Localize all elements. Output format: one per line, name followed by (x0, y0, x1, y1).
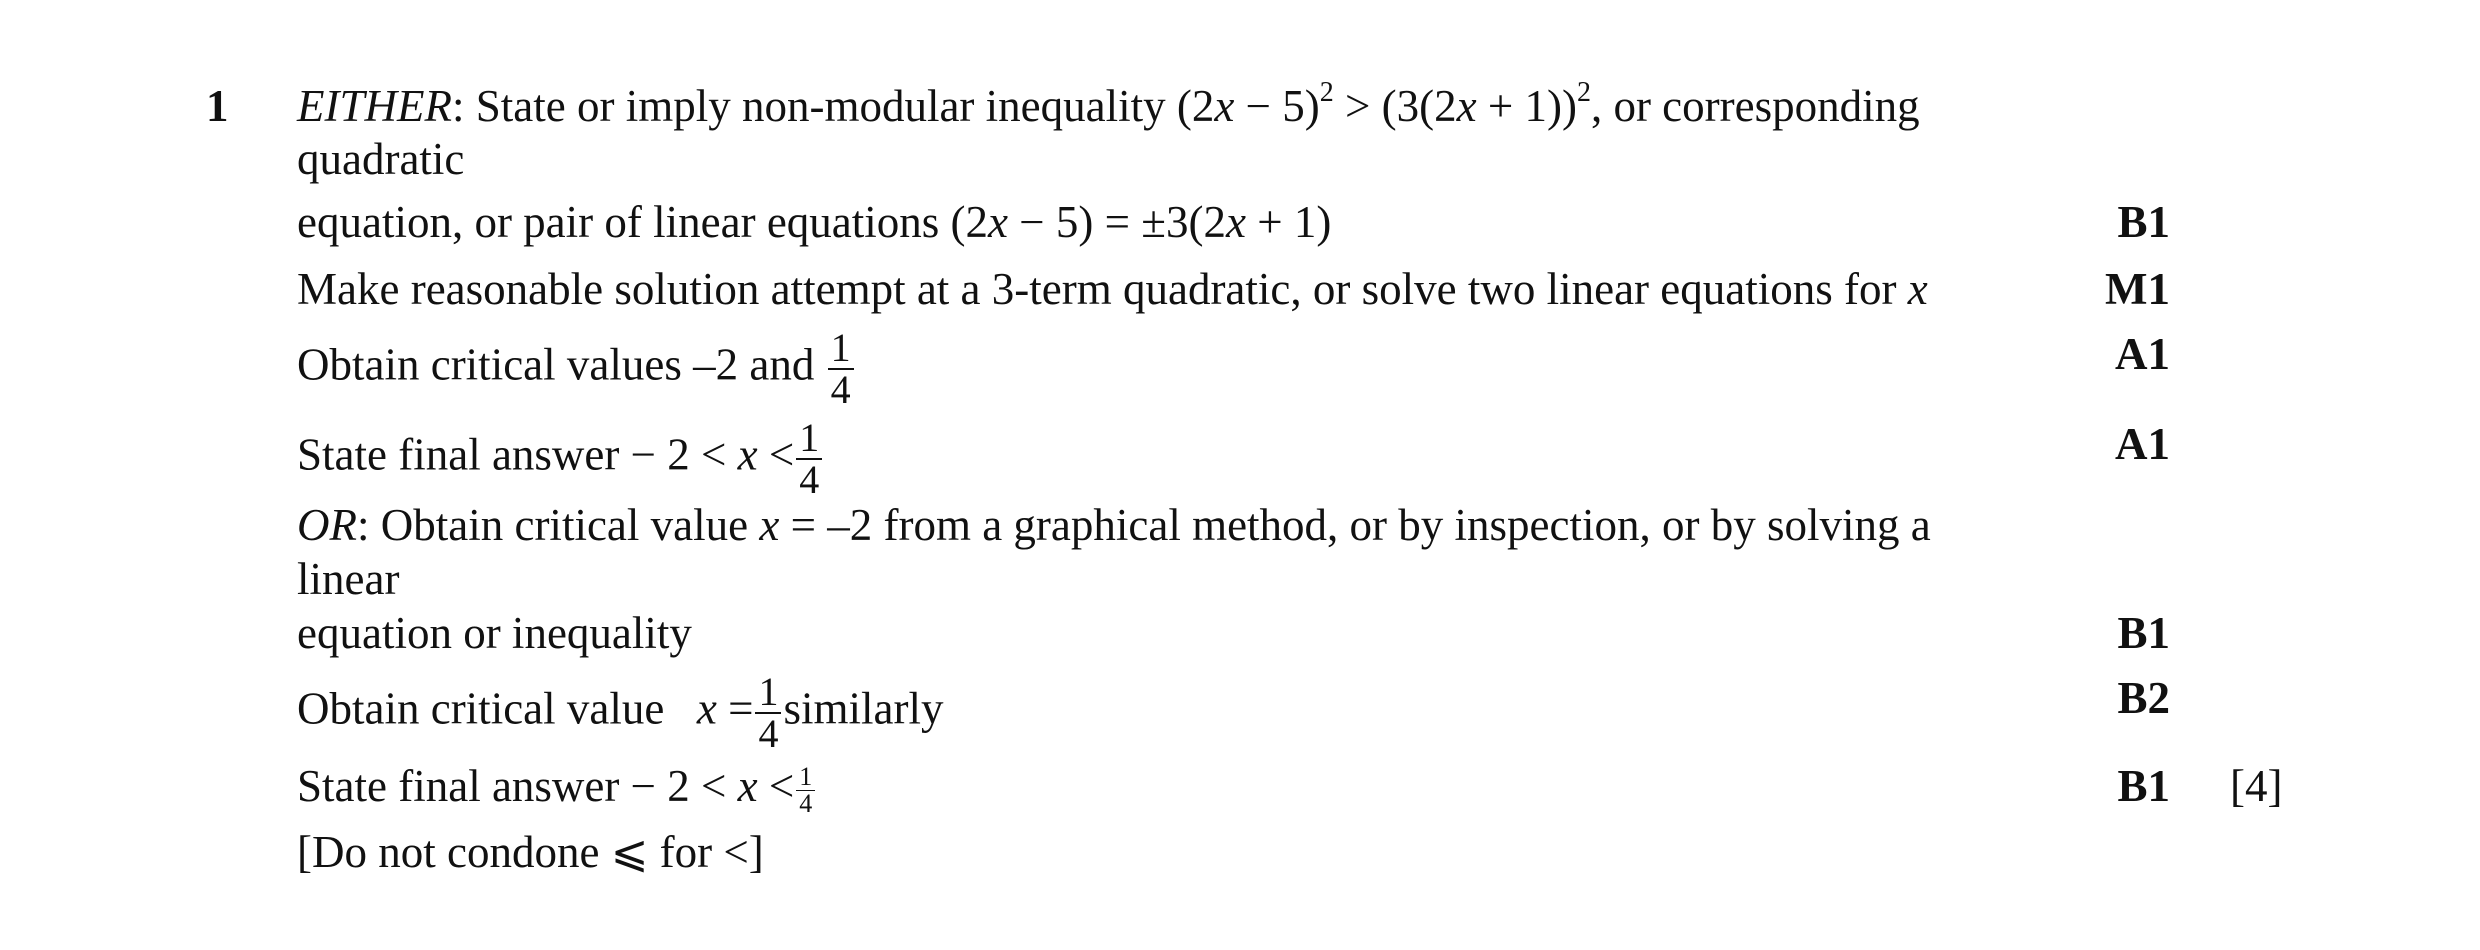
fraction-denominator: 4 (830, 367, 851, 412)
mark-either-b1: B1 (2117, 197, 2170, 247)
or-line-5 (297, 760, 817, 817)
note-close: ] (748, 827, 764, 877)
question-number: 1 (206, 81, 229, 131)
or-line5-text: State final answer (297, 761, 620, 811)
either-label: EITHER (297, 81, 452, 131)
or-label: OR (297, 500, 357, 550)
or-final-answer: − 2 < x < (630, 761, 795, 811)
either-critical-value-2-fraction (828, 325, 854, 412)
condone-note (297, 826, 764, 878)
fraction-numerator: 1 (796, 418, 822, 460)
mark-or-b1-second: B1 (2117, 761, 2170, 811)
either-line6-text: State final answer (297, 429, 620, 480)
fraction-denominator: 4 (799, 457, 820, 502)
mark-or-b2: B2 (2117, 673, 2170, 723)
either-inequality: $(2x - 5)^2 > (3(2x + 1))^2$ (1176, 77, 1591, 131)
or-line-2: linear (297, 554, 400, 604)
or-line1-text: : Obtain critical value (357, 500, 749, 550)
total-marks: [4] (2230, 761, 2283, 811)
mark-either-a1-second: A1 (2115, 419, 2170, 469)
or-line-3: equation or inequality (297, 608, 692, 658)
either-line4-text: Make reasonable solution attempt at a 3-term quadratic, or solve two linear equations for (297, 264, 1897, 314)
mark-or-b1-first: B1 (2117, 608, 2170, 658)
or-line4-text: Obtain critical value (297, 683, 665, 734)
note-symbol-lt: < (723, 827, 749, 877)
either-final-answer: − 2 < x < (630, 429, 795, 480)
either-line-6 (297, 415, 824, 502)
note-symbol-leq: ⩽ (610, 827, 649, 877)
or-line4-tail: similarly (783, 683, 944, 734)
either-line1-tail: , or corresponding (1590, 81, 1920, 131)
or-x-equals: x = (696, 683, 754, 734)
mark-either-m1: M1 (2105, 264, 2170, 314)
or-line1-tail: from a graphical method, or by inspection, or by solving a (883, 500, 1931, 550)
either-line4-var: x (1907, 264, 1928, 314)
either-final-answer-fraction (796, 415, 822, 502)
mark-either-a1-first: A1 (2115, 329, 2170, 379)
either-line3-text: equation, or pair of linear equations (297, 197, 940, 247)
fraction-numerator: 1 (796, 764, 815, 791)
fraction-numerator: 1 (828, 328, 854, 370)
either-line5-text: Obtain critical values (297, 339, 682, 390)
either-line-4 (297, 263, 1928, 315)
or-final-answer-fraction (796, 764, 815, 817)
or-critical-value-2-fraction (755, 669, 781, 756)
note-for: for (659, 827, 713, 877)
either-line-2: quadratic (297, 134, 465, 184)
either-critical-value-1: –2 (693, 339, 739, 390)
either-line5-and: and (749, 339, 815, 390)
fraction-denominator: 4 (758, 711, 779, 756)
either-line1-text: : State or imply non-modular inequality (451, 81, 1166, 131)
or-line-4 (297, 669, 944, 756)
fraction-numerator: 1 (755, 672, 781, 714)
either-line-1 (297, 77, 1920, 132)
either-line-3 (297, 196, 1331, 248)
fraction-denominator: 4 (799, 789, 813, 819)
or-critical-value: x = –2 (759, 500, 873, 550)
either-linear-equations: (2x − 5) = ±3(2x + 1) (950, 197, 1332, 247)
note-open: [Do not condone (297, 827, 600, 877)
or-line-1 (297, 499, 1931, 551)
either-line-5 (297, 325, 856, 412)
